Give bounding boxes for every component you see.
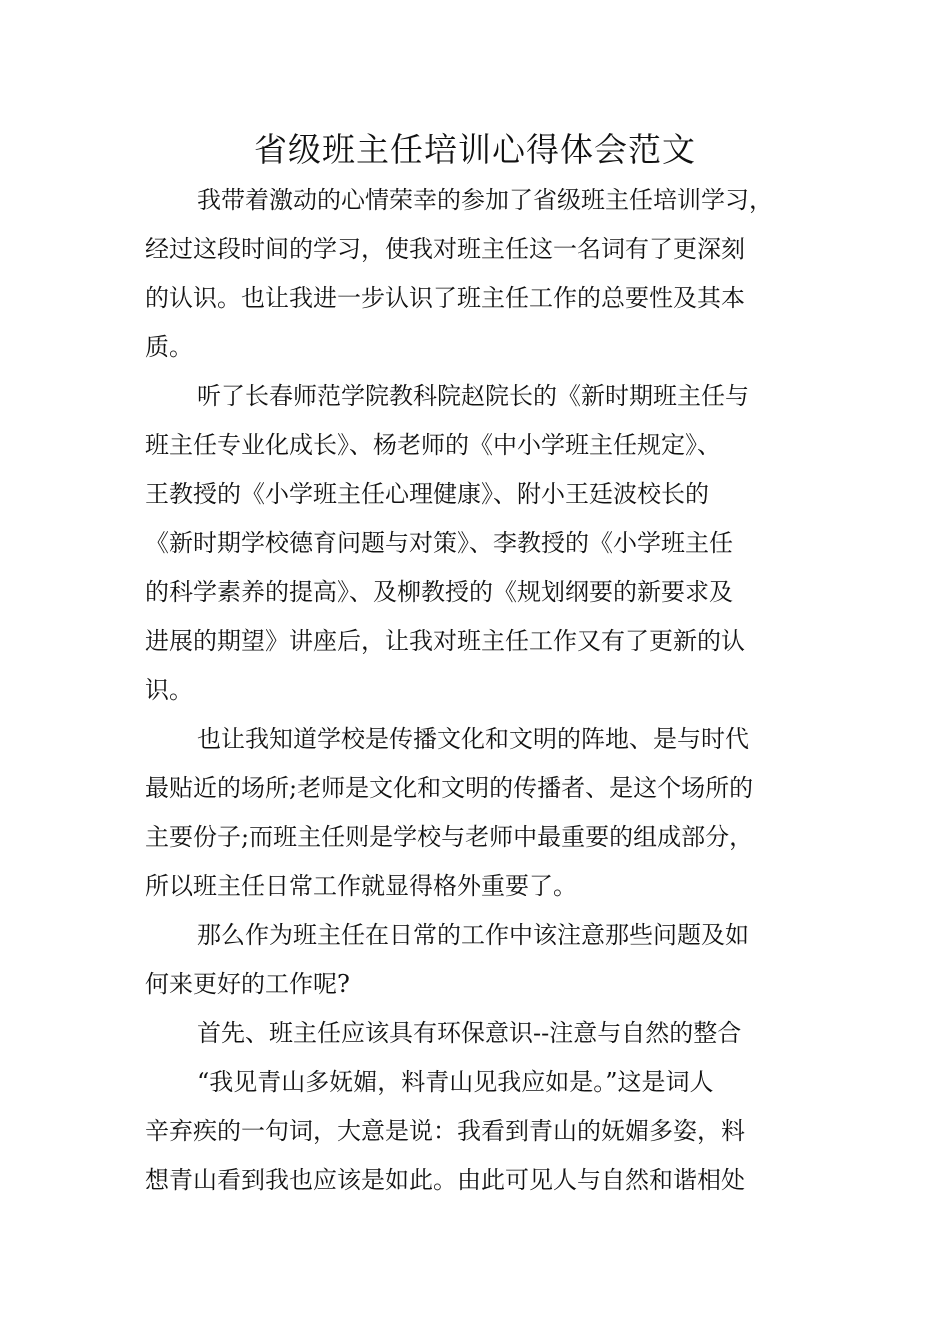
paragraph-1 xyxy=(145,176,820,372)
document-title: 省级班主任培训心得体会范文 xyxy=(254,130,696,169)
paragraph-line: 何来更好的工作呢? xyxy=(145,970,350,998)
paragraph-line: 的认识。也让我进一步认识了班主任工作的总要性及其本 xyxy=(145,284,745,312)
paragraph-line: 我带着激动的心情荣幸的参加了省级班主任培训学习， xyxy=(197,186,773,214)
paragraph-line: 经过这段时间的学习，使我对班主任这一名词有了更深刻 xyxy=(145,235,745,263)
paragraph-line: 所以班主任日常工作就显得格外重要了。 xyxy=(145,872,577,900)
paragraph-6 xyxy=(145,1058,820,1205)
paragraph-line: 想青山看到我也应该是如此。由此可见人与自然和谐相处 xyxy=(145,1166,745,1194)
paragraph-line: 听了长春师范学院教科院赵院长的《新时期班主任与 xyxy=(197,382,749,410)
paragraph-line: 的科学素养的提高》、及柳教授的《规划纲要的新要求及 xyxy=(145,578,733,606)
paragraph-line: 质。 xyxy=(145,333,193,361)
paragraph-3 xyxy=(145,715,820,911)
paragraph-4 xyxy=(145,911,820,1009)
paragraph-line: 也让我知道学校是传播文化和文明的阵地、是与时代 xyxy=(197,725,749,753)
paragraph-line: 那么作为班主任在日常的工作中该注意那些问题及如 xyxy=(197,921,749,949)
paragraph-line: 进展的期望》讲座后，让我对班主任工作又有了更新的认 xyxy=(145,627,745,655)
paragraph-line: 最贴近的场所;老师是文化和文明的传播者、是这个场所的 xyxy=(145,774,754,802)
paragraph-line: 王教授的《小学班主任心理健康》、附小王廷波校长的 xyxy=(145,480,709,508)
paragraph-line: 首先、班主任应该具有环保意识--注意与自然的整合 xyxy=(197,1019,742,1047)
paragraph-2 xyxy=(145,372,820,715)
paragraph-line: 《新时期学校德育问题与对策》、李教授的《小学班主任 xyxy=(145,529,733,557)
document-body xyxy=(145,176,820,1205)
paragraph-line: 辛弃疾的一句词，大意是说：我看到青山的妩媚多姿，料 xyxy=(145,1117,745,1145)
paragraph-line: “我见青山多妩媚，料青山见我应如是。”这是词人 xyxy=(197,1068,714,1096)
paragraph-line: 班主任专业化成长》、杨老师的《中小学班主任规定》、 xyxy=(145,431,721,459)
paragraph-line: 主要份子;而班主任则是学校与老师中最重要的组成部分， xyxy=(145,823,754,851)
paragraph-line: 识。 xyxy=(145,676,193,704)
paragraph-5 xyxy=(145,1009,820,1058)
